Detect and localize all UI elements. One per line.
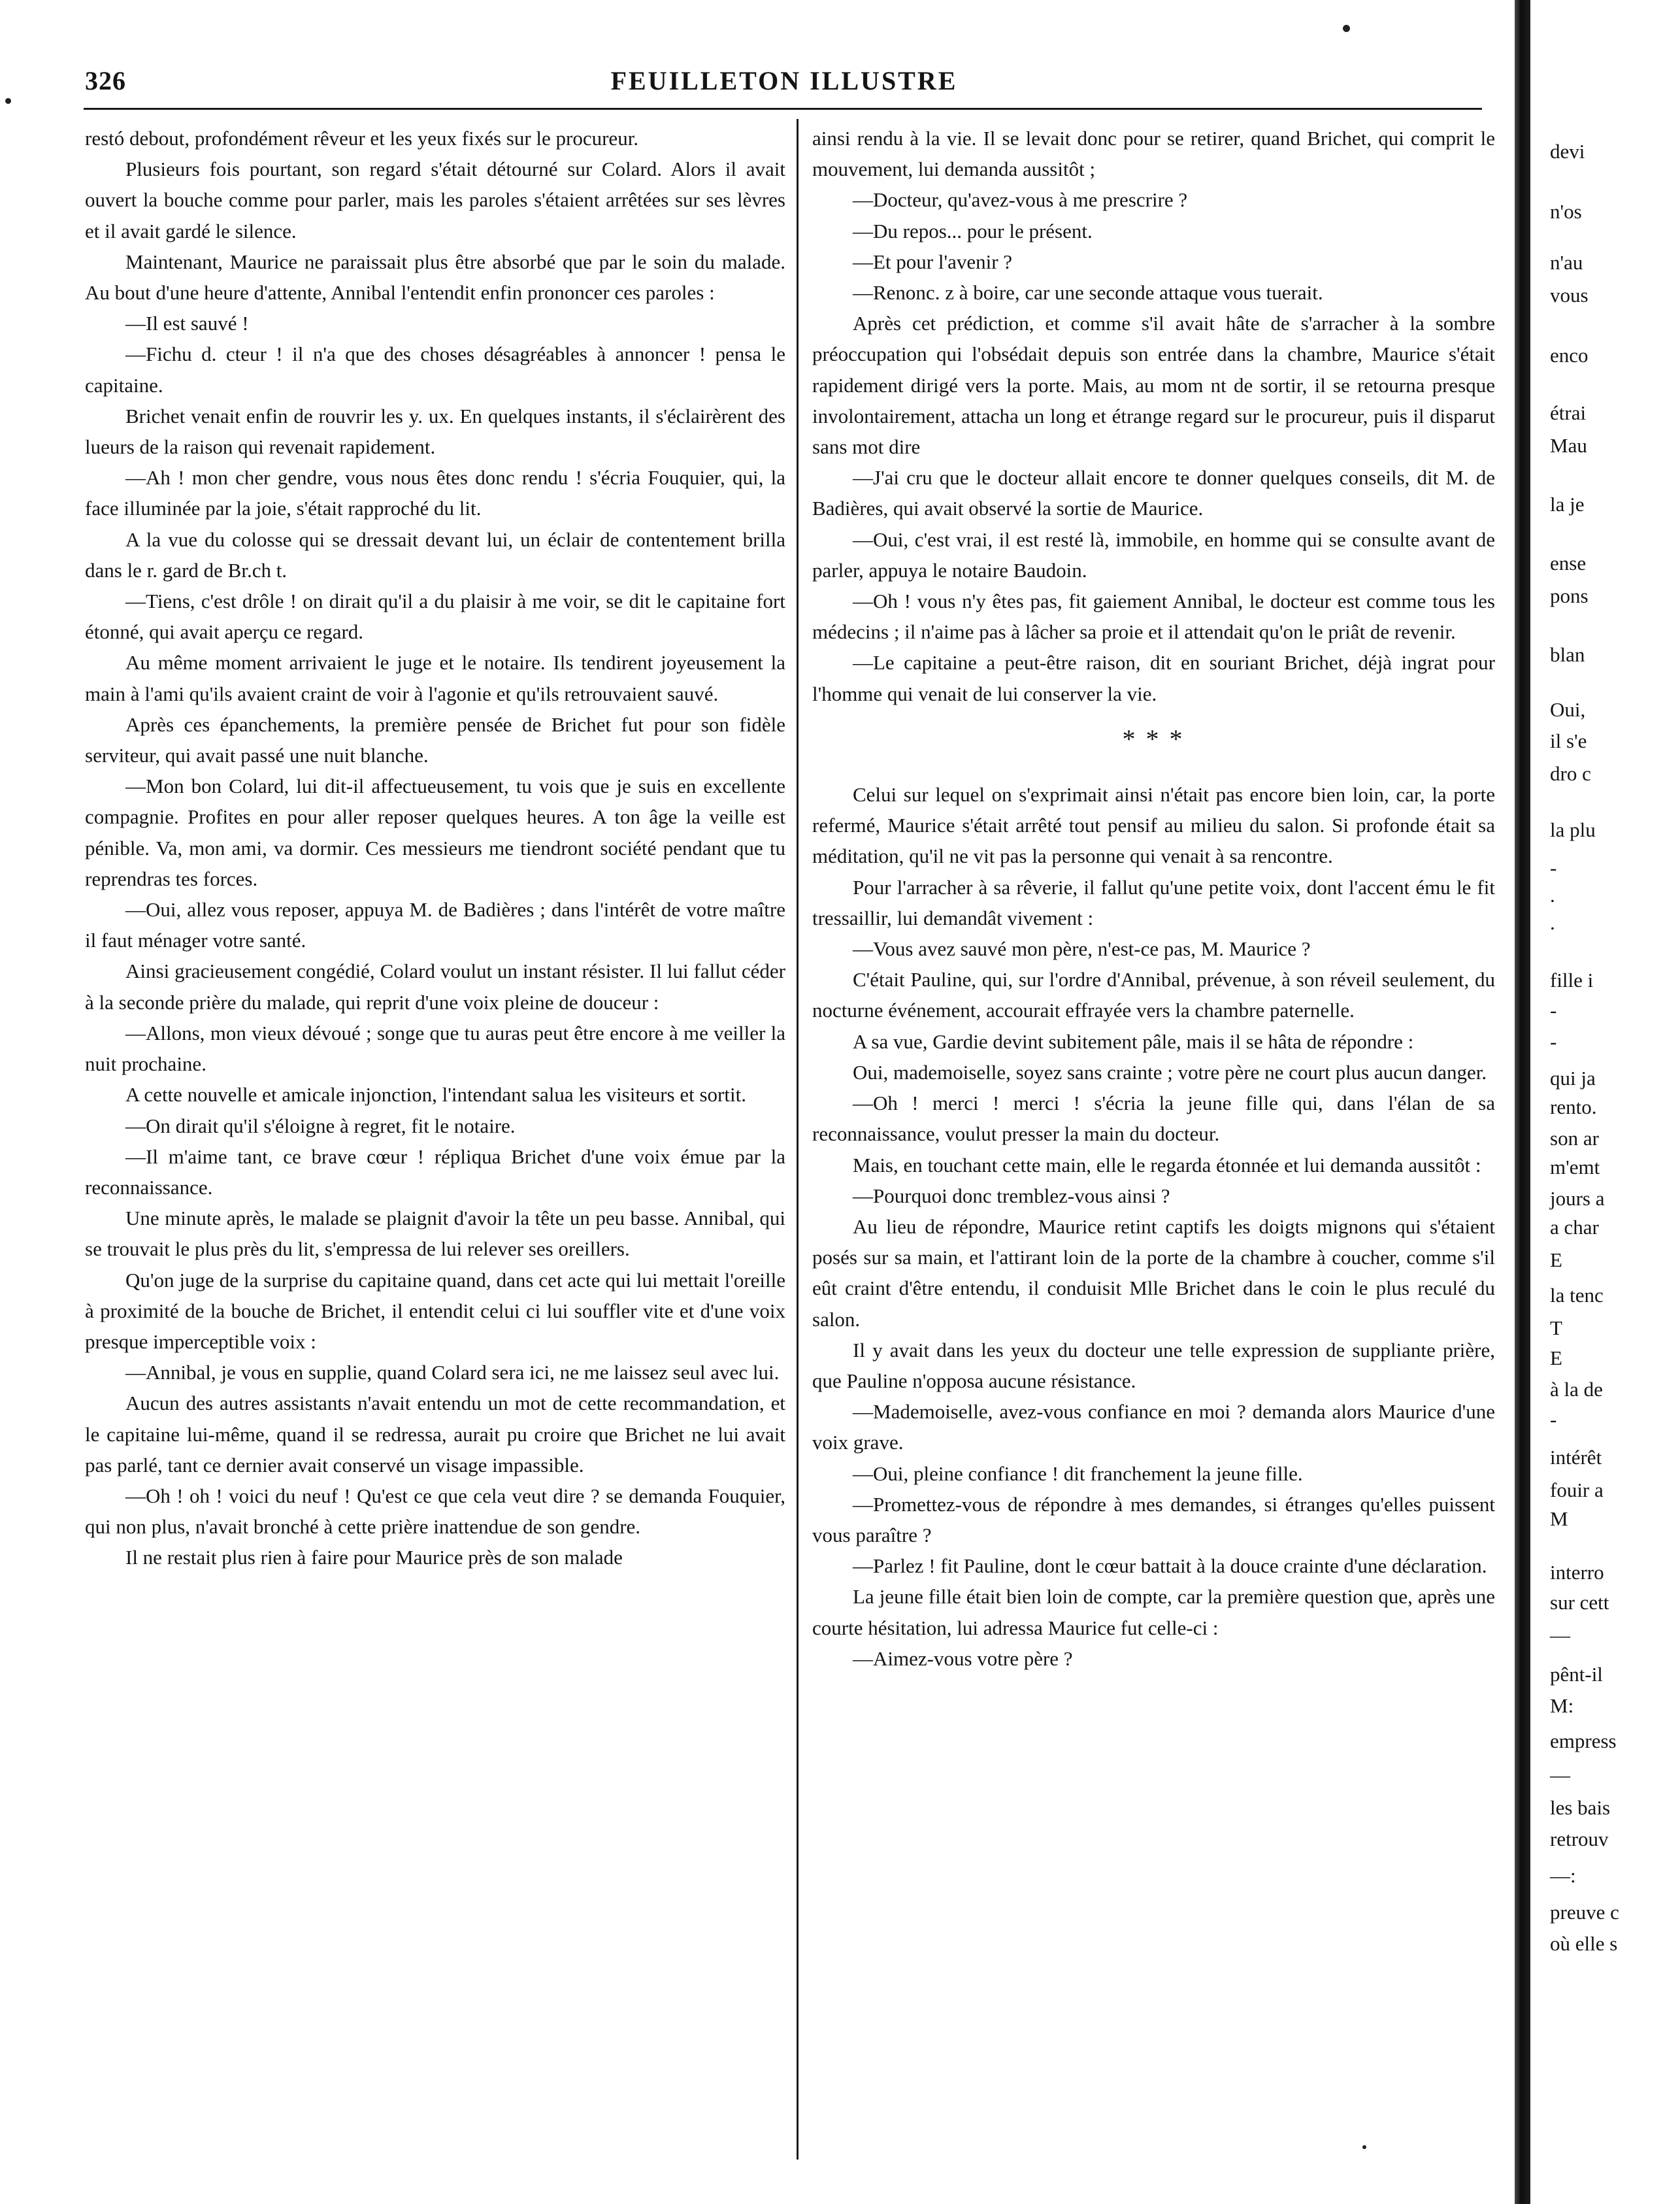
next-page-fragment: Oui, bbox=[1550, 698, 1586, 721]
ink-speck bbox=[1343, 25, 1350, 32]
next-page-fragment: preuve c bbox=[1550, 1901, 1619, 1924]
next-page-fragment: les bais bbox=[1550, 1796, 1611, 1819]
next-page-fragment: fille i bbox=[1550, 969, 1594, 992]
next-page-fragment: E bbox=[1550, 1346, 1562, 1369]
next-page-fragment: M bbox=[1550, 1507, 1568, 1530]
next-page-fragment: fouir a bbox=[1550, 1478, 1604, 1501]
next-page-fragment: — bbox=[1550, 1763, 1570, 1786]
next-page-fragment: m'emt bbox=[1550, 1156, 1600, 1178]
next-page-fragment: - bbox=[1550, 1030, 1557, 1053]
paragraph: Après ces épanchements, la première pensée de Brichet fut pour son fidèle serviteur, qui avait passé une nuit blanche. bbox=[85, 712, 785, 767]
next-page-fragment: la tenc bbox=[1550, 1284, 1604, 1307]
paragraph: —Fichu d. cteur ! il n'a que des choses désagréables à annoncer ! pensa le capitaine. bbox=[85, 342, 785, 397]
section-break-stars: * * * bbox=[1122, 724, 1185, 754]
paragraph: —Oh ! merci ! merci ! s'écria la jeune fille qui, dans l'élan de sa reconnaissance, voulut presser la main du docteur. bbox=[812, 1092, 1495, 1146]
next-page-fragment: . bbox=[1550, 884, 1555, 907]
paragraph: La jeune fille était bien loin de compte, car la première question que, après une courte hésitation, lui adressa Maurice fut celle-ci : bbox=[812, 1585, 1495, 1639]
paragraph: —Mademoiselle, avez-vous confiance en moi ? demanda alors Maurice d'une voix grave. bbox=[812, 1400, 1495, 1454]
paragraph: —Aimez-vous votre père ? bbox=[853, 1646, 1073, 1670]
next-page-fragment: son ar bbox=[1550, 1127, 1599, 1150]
paragraph: —J'ai cru que le docteur allait encore te donner quelques conseils, dit M. de Badières, qui avait observé la sortie de Maurice. bbox=[812, 466, 1495, 520]
next-page-fragment: blan bbox=[1550, 643, 1585, 666]
paragraph: A cette nouvelle et amicale injonction, l'intendant salua les visiteurs et sortit. bbox=[125, 1083, 746, 1107]
next-page-fragment: rento. bbox=[1550, 1095, 1597, 1118]
paragraph: —Docteur, qu'avez-vous à me prescrire ? bbox=[853, 188, 1188, 212]
next-page-fragment: qui ja bbox=[1550, 1067, 1596, 1090]
running-title: FEUILLETON ILLUSTRE bbox=[610, 66, 958, 95]
page-number: 326 bbox=[85, 66, 126, 95]
paragraph: —Tiens, c'est drôle ! on dirait qu'il a du plaisir à me voir, se dit le capitaine fort étonné, qui avait aperçu ce regard. bbox=[85, 590, 785, 644]
paragraph: —Ah ! mon cher gendre, vous nous êtes donc rendu ! s'écria Fouquier, qui, la face illuminée par la joie, s'était rapproché du lit. bbox=[85, 466, 785, 520]
next-page-fragment: T bbox=[1550, 1316, 1562, 1339]
next-page-fragment: il s'e bbox=[1550, 729, 1587, 752]
next-page-fragment: n'au bbox=[1550, 251, 1583, 274]
next-page-fragment: dro c bbox=[1550, 762, 1591, 785]
paragraph: —Oui, c'est vrai, il est resté là, immobile, en homme qui se consulte avant de parler, appuya le notaire Baudoin. bbox=[812, 527, 1495, 582]
paragraph: A la vue du colosse qui se dressait devant lui, un éclair de contentement brilla dans le r. gard de Br.ch t. bbox=[85, 527, 785, 582]
paragraph: —Renonc. z à boire, car une seconde attaque vous tuerait. bbox=[853, 281, 1323, 305]
next-page-fragment: pons bbox=[1550, 584, 1589, 607]
paragraph: ainsi rendu à la vie. Il se levait donc pour se retirer, quand Brichet, qui comprit le mouvement, lui demanda aussitôt ; bbox=[812, 127, 1495, 181]
paragraph: —Vous avez sauvé mon père, n'est-ce pas, M. Maurice ? bbox=[853, 937, 1311, 961]
paragraph: Qu'on juge de la surprise du capitaine quand, dans cet acte qui lui mettait l'oreille à proximité de la bouche de Brichet, il entendit celui ci lui souffler vite et d'une voix presque imperceptible voix : bbox=[85, 1268, 785, 1353]
header-rule bbox=[84, 108, 1482, 110]
paragraph: —Et pour l'avenir ? bbox=[853, 250, 1013, 273]
paragraph: Au lieu de répondre, Maurice retint captifs les doigts mignons qui s'étaient posés sur sa main, et l'attirant loin de la porte de la chambre à coucher, comme s'il eût craint d'être entendu, il conduisit Mlle Brichet dans le coin le plus reculé du salon. bbox=[812, 1214, 1495, 1331]
paragraph: Celui sur lequel on s'exprimait ainsi n'était pas encore bien loin, car, la porte refermé, Maurice s'était arrêté tout pensif au milieu du salon. Si profonde était sa méditation, qu'il ne vit pas la personne qui venait à sa rencontre. bbox=[812, 783, 1495, 868]
paragraph: Maintenant, Maurice ne paraissait plus être absorbé que par le soin du malade. Au bout d'une heure d'attente, Annibal l'entendit enfin prononcer ces paroles : bbox=[85, 250, 785, 305]
next-page-fragment: ense bbox=[1550, 552, 1587, 575]
next-page-fragment: - bbox=[1550, 856, 1557, 879]
next-page-fragment: empress bbox=[1550, 1729, 1617, 1752]
paragraph: —Annibal, je vous en supplie, quand Colard sera ici, ne me laissez seul avec lui. bbox=[125, 1361, 780, 1384]
paragraph: Il ne restait plus rien à faire pour Maurice près de son malade bbox=[125, 1546, 623, 1569]
next-page-fragment: - bbox=[1550, 999, 1557, 1022]
paragraph: —Mon bon Colard, lui dit-il affectueusement, tu vois que je suis en excellente compagnie. Profites en pour aller reposer quelques heures. A ton âge la veille est pénible. Va, mon ami, va dormir. Ces messieurs me tiendront société pendant que tu reprendras tes forces. bbox=[85, 775, 785, 890]
binding-gutter-shadow bbox=[1515, 0, 1530, 2204]
paragraph: Une minute après, le malade se plaignit d'avoir la tête un peu basse. Annibal, qui se trouvait le plus près du lit, s'empressa de lui relever ses oreillers. bbox=[85, 1207, 785, 1261]
ink-speck bbox=[1362, 2145, 1366, 2149]
paragraph: —Le capitaine a peut-être raison, dit en souriant Brichet, déjà ingrat pour l'homme qui venait de lui conserver la vie. bbox=[812, 651, 1495, 705]
next-page-edge bbox=[1538, 123, 1680, 2182]
paragraph: —Du repos... pour le présent. bbox=[853, 219, 1093, 242]
paragraph: Après cet prédiction, et comme s'il avait hâte de s'arracher à la sombre préoccupation qui l'obsédait depuis son entrée dans la chambre, Maurice s'était rapidement dirigé vers la porte. Mais, au mom nt de sortir, il se retourna presque involontairement, attacha un long et étrange regard sur le procureur, puis il disparut sans mot dire bbox=[812, 312, 1495, 459]
ink-speck bbox=[5, 98, 11, 104]
left-column bbox=[85, 123, 785, 1573]
next-page-fragment: Mau bbox=[1550, 434, 1587, 457]
paragraph: Au même moment arrivaient le juge et le notaire. Ils tendirent joyeusement la main à l'ami qu'ils avaient craint de voir à l'agonie et qu'ils retrouvaient sauvé. bbox=[85, 651, 785, 705]
next-page-fragment: retrouv bbox=[1550, 1828, 1609, 1850]
paragraph: —Promettez-vous de répondre à mes demandes, si étranges qu'elles puissent vous paraître ? bbox=[812, 1492, 1495, 1546]
paragraph: C'était Pauline, qui, sur l'ordre d'Annibal, prévenue, à son réveil seulement, du nocturne événement, accourait effrayée vers la chambre paternelle. bbox=[812, 968, 1495, 1022]
paragraph: —On dirait qu'il s'éloigne à regret, fit le notaire. bbox=[125, 1114, 516, 1137]
next-page-fragment: la plu bbox=[1550, 818, 1596, 841]
next-page-fragment: M: bbox=[1550, 1694, 1574, 1717]
next-page-fragment: pênt-il bbox=[1550, 1663, 1603, 1686]
paragraph: —Allons, mon vieux dévoué ; songe que tu auras peut être encore à me veiller la nuit prochaine. bbox=[85, 1021, 785, 1076]
paragraph: —Oui, allez vous reposer, appuya M. de Badières ; dans l'intérêt de votre maître il faut ménager votre santé. bbox=[85, 898, 785, 952]
paragraph: Oui, mademoiselle, soyez sans crainte ; votre père ne court plus aucun danger. bbox=[853, 1060, 1487, 1084]
paragraph: —Pourquoi donc tremblez-vous ainsi ? bbox=[853, 1184, 1170, 1207]
paragraph: Plusieurs fois pourtant, son regard s'était détourné sur Colard. Alors il avait ouvert la bouche comme pour parler, mais les paroles s'étaient arrêtées sur ses lèvres et il avait gardé le silence. bbox=[85, 158, 785, 242]
next-page-fragment: E bbox=[1550, 1248, 1562, 1271]
paragraph: A sa vue, Gardie devint subitement pâle, mais il se hâta de répondre : bbox=[853, 1029, 1414, 1053]
paragraph: Mais, en touchant cette main, elle le regarda étonnée et lui demanda aussitôt : bbox=[853, 1153, 1481, 1177]
paragraph: —Oui, pleine confiance ! dit franchement la jeune fille. bbox=[853, 1461, 1303, 1485]
next-page-fragment: où elle s bbox=[1550, 1932, 1618, 1955]
next-page-fragment: enco bbox=[1550, 344, 1589, 367]
next-page-fragment: à la de bbox=[1550, 1378, 1603, 1401]
paragraph: Il y avait dans les yeux du docteur une telle expression de suppliante prière, que Pauline n'opposa aucune résistance. bbox=[812, 1338, 1495, 1392]
next-page-fragment: intérêt bbox=[1550, 1446, 1602, 1469]
next-page-fragment: jours a bbox=[1550, 1187, 1605, 1210]
next-page-fragment: n'os bbox=[1550, 200, 1582, 223]
paragraph: Ainsi gracieusement congédié, Colard voulut un instant résister. Il lui fallut céder à la seconde prière du malade, qui reprit d'une voix pleine de douceur : bbox=[85, 960, 785, 1014]
right-column bbox=[812, 123, 1495, 1674]
next-page-fragment: la je bbox=[1550, 493, 1585, 516]
next-page-fragment: vous bbox=[1550, 284, 1589, 307]
next-page-fragment: . bbox=[1550, 911, 1555, 934]
paragraph: —Il m'aime tant, ce brave cœur ! répliqua Brichet d'une voix émue par la reconnaissance. bbox=[85, 1144, 785, 1199]
paragraph: Brichet venait enfin de rouvrir les y. ux. En quelques instants, il s'éclairèrent des lueurs de la raison qui revenait rapidement. bbox=[85, 404, 785, 459]
next-page-fragment: sur cett bbox=[1550, 1591, 1609, 1614]
paragraph: Aucun des autres assistants n'avait entendu un mot de cette recommandation, et le capitaine lui-même, quand il se redressa, aurait pu croire que Brichet ne lui avait pas parlé, tant ce dernier avait conservé un visage impassible. bbox=[85, 1392, 785, 1477]
paragraph: —Oh ! vous n'y êtes pas, fit gaiement Annibal, le docteur est comme tous les médecins ; il n'aime pas à lâcher sa proie et il attendait qu'on le priât de revenir. bbox=[812, 590, 1495, 644]
paragraph: —Il est sauvé ! bbox=[125, 312, 249, 335]
paragraph: —Oh ! oh ! voici du neuf ! Qu'est ce que cela veut dire ? se demanda Fouquier, qui non plus, n'avait bronché à cette prière inattendue de son gendre. bbox=[85, 1484, 785, 1539]
next-page-fragment: devi bbox=[1550, 140, 1585, 163]
next-page-fragment: interro bbox=[1550, 1561, 1604, 1584]
next-page-fragment: étrai bbox=[1550, 401, 1587, 424]
paragraph: —Parlez ! fit Pauline, dont le cœur battait à la douce crainte d'une déclaration. bbox=[853, 1554, 1487, 1578]
next-page-fragment: a char bbox=[1550, 1216, 1599, 1239]
paragraph: Pour l'arracher à sa rêverie, il fallut qu'une petite voix, dont l'accent ému le fit tressaillir, lui demandât vivement : bbox=[812, 875, 1495, 929]
next-page-fragment: —: bbox=[1550, 1864, 1576, 1887]
paragraph: restó debout, profondément rêveur et les yeux fixés sur le procureur. bbox=[85, 127, 639, 150]
next-page-fragment: - bbox=[1550, 1408, 1557, 1431]
column-divider bbox=[797, 119, 799, 2160]
next-page-fragment: — bbox=[1550, 1624, 1570, 1646]
